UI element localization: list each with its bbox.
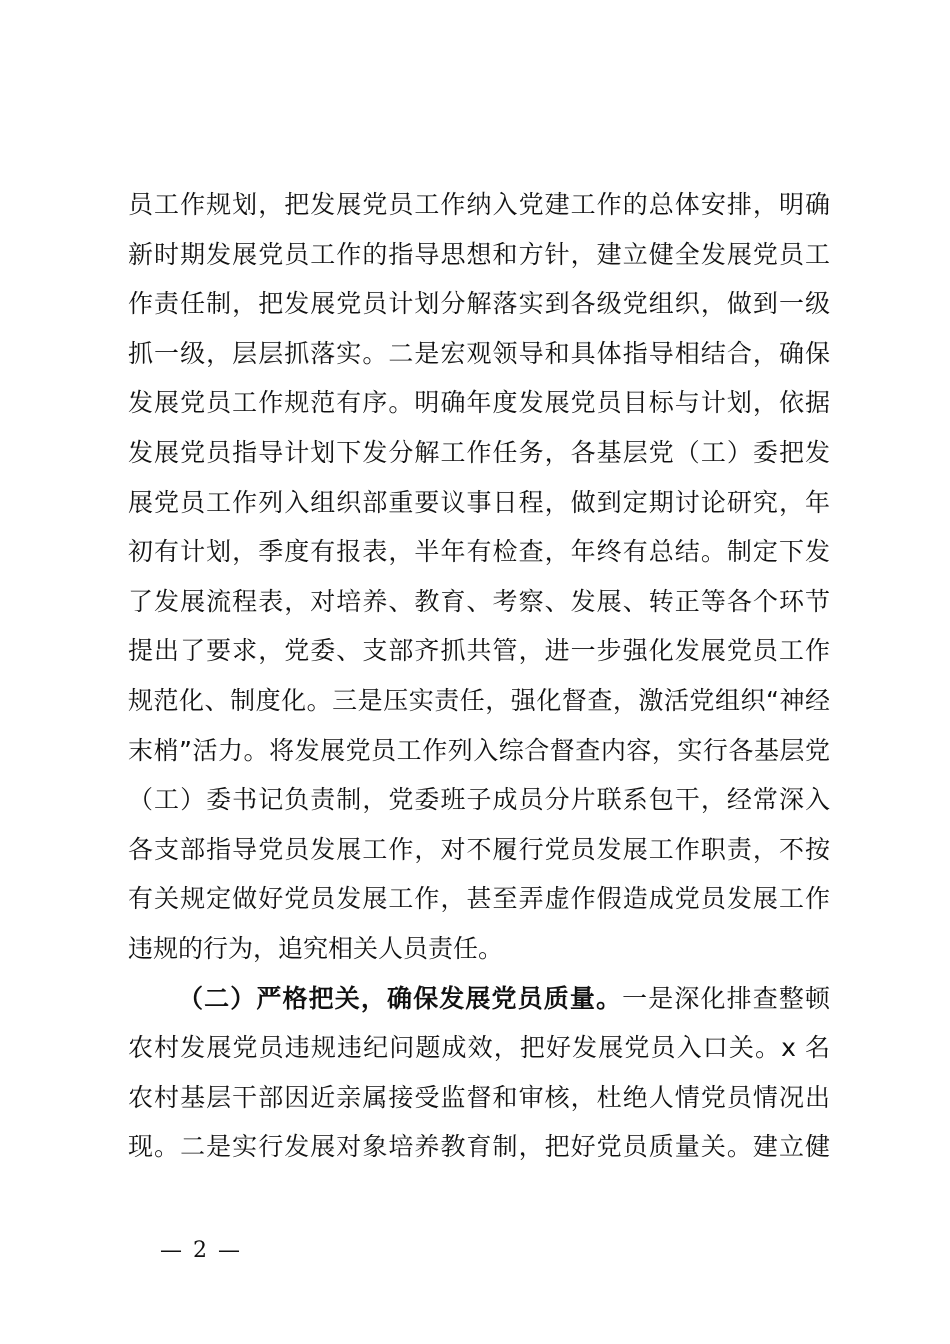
section-heading: （二）严格把关，确保发展党员质量。 — [178, 983, 623, 1013]
text-line: 农村发展党员违规违纪问题成效，把好发展党员入口关。x 名 — [128, 1033, 830, 1063]
text-line: 了发展流程表，对培养、教育、考察、发展、转正等各个环节 — [128, 586, 830, 616]
text-line: 发展党员工作规范有序。明确年度发展党员目标与计划，依据 — [128, 388, 830, 418]
text-line: 展党员工作列入组织部重要议事日程，做到定期讨论研究，年 — [128, 487, 830, 517]
text-line: 违规的行为，追究相关人员责任。 — [128, 933, 504, 963]
text-line: 规范化、制度化。三是压实责任，强化督查，激活党组织“神经 — [128, 685, 830, 715]
text-line: （工）委书记负责制，党委班子成员分片联系包干，经常深入 — [128, 785, 830, 815]
text-line: 员工作规划，把发展党员工作纳入党建工作的总体安排，明确 — [128, 190, 830, 219]
text-line: 发展党员指导计划下发分解工作任务，各基层党（工）委把发 — [128, 437, 830, 467]
text-line: 有关规定做好党员发展工作，甚至弄虚作假造成党员发展工作 — [128, 884, 830, 914]
text-line: 初有计划，季度有报表，半年有检查，年终有总结。制定下发 — [128, 537, 830, 567]
text-line: 农村基层干部因近亲属接受监督和审核，杜绝人情党员情况出 — [128, 1082, 830, 1112]
body-text — [128, 180, 830, 1172]
text-line: 末梢”活力。将发展党员工作列入综合督查内容，实行各基层党 — [128, 735, 830, 765]
text-line: 作责任制，把发展党员计划分解落实到各级党组织，做到一级 — [128, 289, 830, 319]
text-line: 各支部指导党员发展工作，对不履行党员发展工作职责，不按 — [128, 834, 830, 864]
section-heading-rest: 一是深化排查整顿 — [622, 983, 830, 1013]
text-line: 新时期发展党员工作的指导思想和方针，建立健全发展党员工 — [128, 239, 830, 269]
text-line: 抓一级，层层抓落实。二是宏观领导和具体指导相结合，确保 — [128, 338, 830, 368]
section-heading-line — [128, 974, 830, 1024]
text-line: 现。二是实行发展对象培养教育制，把好党员质量关。建立健 — [128, 1132, 830, 1162]
page-number: — 2 — — [160, 1238, 242, 1263]
text-line: 提出了要求，党委、支部齐抓共管，进一步强化发展党员工作 — [128, 636, 830, 666]
